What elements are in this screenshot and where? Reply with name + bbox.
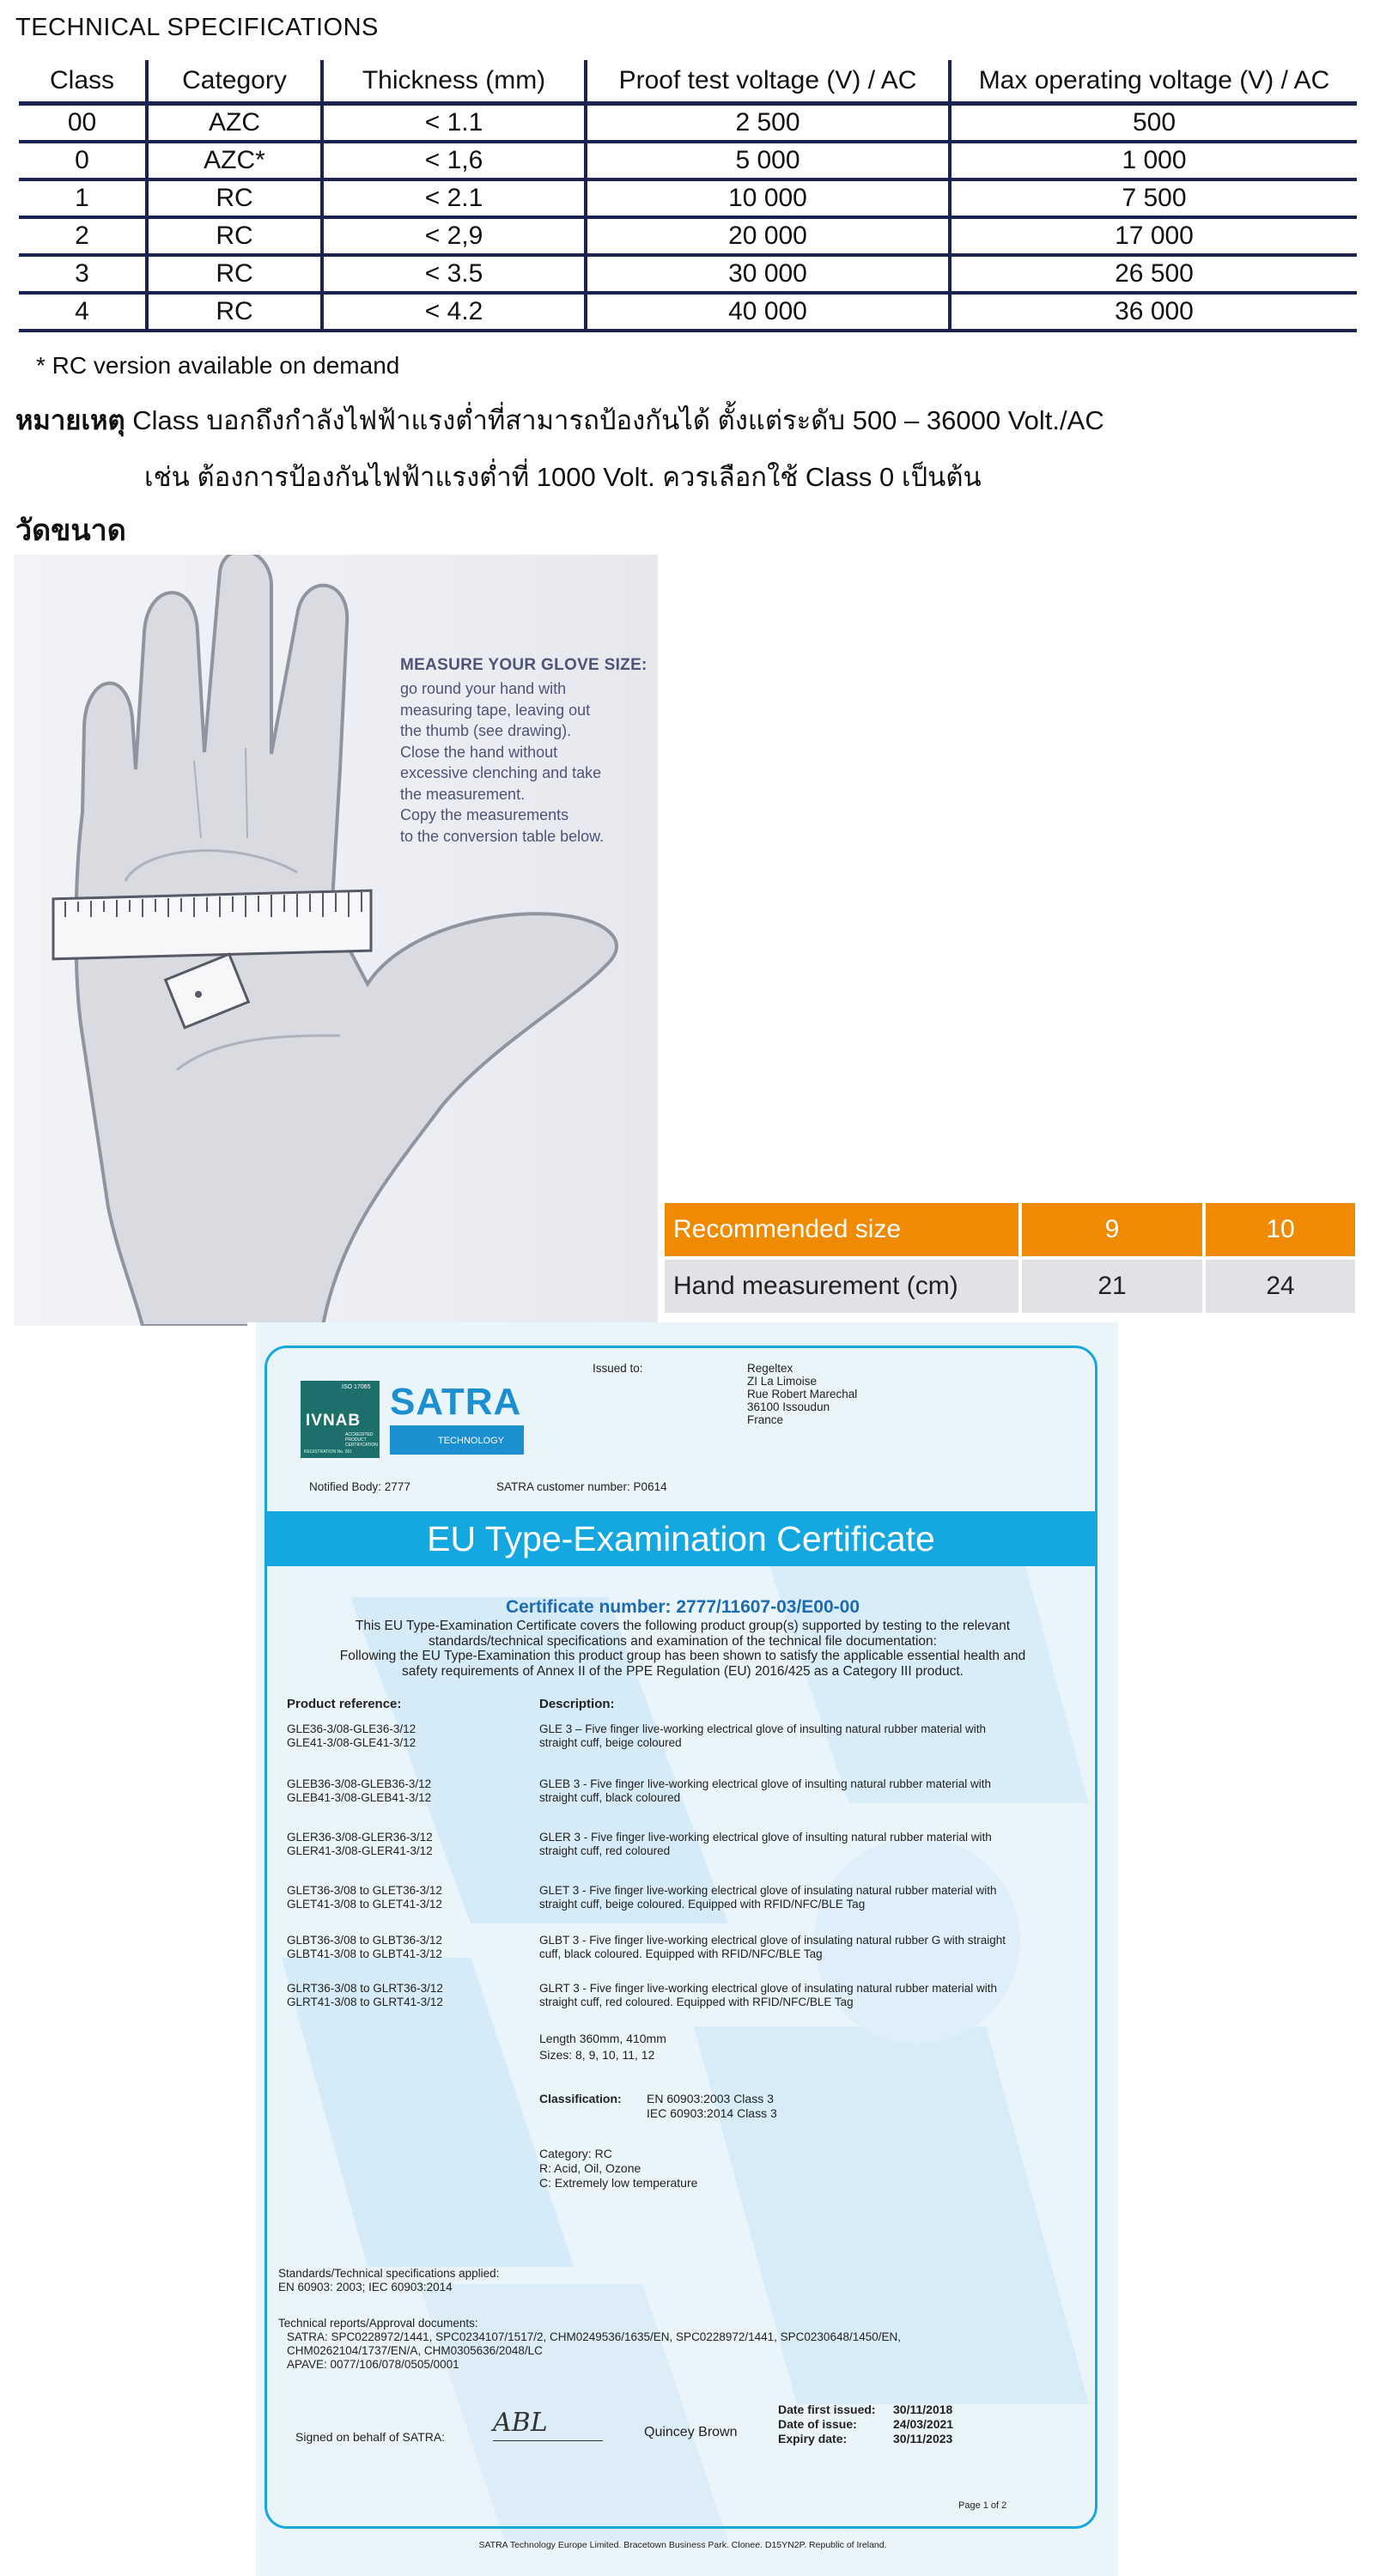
product-description-line: straight cuff, red coloured — [539, 1844, 671, 1857]
date-first-label: Date first issued: — [778, 2403, 876, 2416]
spec-cell: 30 000 — [586, 255, 950, 293]
product-reference-label: Product reference: — [287, 1697, 402, 1711]
note-text-1: Class บอกถึงกำลังไฟฟ้าแรงต่ำที่สามารถป้องกันได้ ตั้งแต่ระดับ 500 – 36000 Volt./AC — [132, 405, 1104, 435]
certificate-intro — [247, 1619, 1118, 1679]
spec-cell: 26 500 — [950, 255, 1357, 293]
spec-cell: 500 — [950, 104, 1357, 143]
recommended-size-label: Recommended size — [665, 1203, 1018, 1256]
report-line: SATRA: SPC0228972/1441, SPC0234107/1517/2, CHM0249536/1635/EN, SPC0228972/1441, SPC0230648/1450/EN, — [287, 2330, 902, 2343]
signer-name: Quincey Brown — [644, 2425, 738, 2439]
spec-row — [19, 255, 1357, 293]
product-ref-line: GLER36-3/08-GLER36-3/12 — [287, 1831, 433, 1844]
product-description-line: GLBT 3 - Five finger live-working electrical glove of insulating natural rubber G with straight — [539, 1934, 1006, 1947]
address-line: France — [747, 1413, 784, 1426]
page-number: Page 1 of 2 — [958, 2500, 1007, 2511]
standards-label: Standards/Technical specifications applied: — [278, 2267, 500, 2280]
measurement-cell: 21 — [1022, 1260, 1202, 1313]
category-line: R: Acid, Oil, Ozone — [539, 2161, 641, 2175]
product-description-line: GLER 3 - Five finger live-working electrical glove of insulting natural rubber material with — [539, 1831, 992, 1844]
report-line: APAVE: 0077/106/078/0505/0001 — [287, 2358, 459, 2371]
product-description-line: cuff, black coloured. Equipped with RFID/NFC/BLE Tag — [539, 1947, 823, 1960]
size-heading: วัดขนาด — [15, 514, 126, 547]
category-list — [539, 2147, 697, 2190]
intro-line: safety requirements of Annex II of the PPE Regulation (EU) 2016/425 as a Category III product. — [402, 1663, 964, 1679]
size-cell: 9 — [1022, 1203, 1202, 1256]
spec-cell: AZC — [147, 104, 322, 143]
standards: EN 60903: 2003; IEC 60903:2014 — [278, 2281, 453, 2293]
spec-cell: RC — [147, 179, 322, 217]
address-line: 36100 Issoudun — [747, 1400, 830, 1413]
spec-footnote: * RC version available on demand — [36, 352, 400, 379]
spec-cell: 36 000 — [950, 293, 1357, 331]
product-ref-line: GLBT36-3/08 to GLBT36-3/12 — [287, 1934, 442, 1947]
address-line: Rue Robert Marechal — [747, 1388, 858, 1400]
category-line: C: Extremely low temperature — [539, 2176, 698, 2190]
expiry-label: Expiry date: — [778, 2432, 848, 2445]
eu-certificate — [247, 1322, 1118, 2576]
product-description-line: GLE 3 – Five finger live-working electrical glove of insulting natural rubber material with — [539, 1722, 986, 1735]
product-description-line: straight cuff, beige coloured — [539, 1736, 682, 1749]
spec-cell: 2 — [19, 217, 147, 255]
satra-logo: SATRA — [390, 1381, 522, 1423]
product-description-line: straight cuff, red coloured. Equipped with RFID/NFC/BLE Tag — [539, 1996, 854, 2008]
recommended-size-row — [665, 1203, 1355, 1256]
spec-cell: < 2.1 — [322, 179, 586, 217]
spec-cell: < 2,9 — [322, 217, 586, 255]
measure-title: MEASURE YOUR GLOVE SIZE: — [400, 656, 647, 674]
product-description — [539, 1884, 1089, 1911]
ivnab-logo-text: IVNAB — [306, 1412, 362, 1430]
note-label: หมายเหตุ — [15, 405, 125, 435]
spec-cell: 5 000 — [586, 142, 950, 179]
signature: ABL — [493, 2408, 548, 2438]
product-ref-line: GLRT41-3/08 to GLRT41-3/12 — [287, 1996, 443, 2008]
product-ref-line: GLBT41-3/08 to GLBT41-3/12 — [287, 1947, 442, 1960]
spec-row — [19, 104, 1357, 143]
spec-row — [19, 217, 1357, 255]
spec-cell: 00 — [19, 104, 147, 143]
address-line: Regeltex — [747, 1362, 793, 1375]
spec-cell: 17 000 — [950, 217, 1357, 255]
product-description — [539, 1831, 1089, 1858]
spec-header-row — [19, 60, 1357, 104]
spec-cell: RC — [147, 255, 322, 293]
product-ref — [287, 1982, 443, 2009]
spec-col-proof-voltage: Proof test voltage (V) / AC — [586, 60, 950, 104]
spec-cell: 3 — [19, 255, 147, 293]
product-description-line: GLET 3 - Five finger live-working electrical glove of insulating natural rubber material with — [539, 1884, 997, 1897]
customer-number: SATRA customer number: P0614 — [496, 1480, 667, 1493]
spec-col-max-voltage: Max operating voltage (V) / AC — [950, 60, 1357, 104]
report-line: CHM0262104/1737/EN/A, CHM0305636/2048/LC — [287, 2344, 543, 2357]
spec-cell: < 3.5 — [322, 255, 586, 293]
product-ref — [287, 1777, 431, 1805]
intro-line: Following the EU Type-Examination this product group has been shown to satisfy the applicable essential health and — [339, 1649, 1026, 1663]
reports — [287, 2330, 901, 2372]
measurement-cell: 24 — [1206, 1260, 1355, 1313]
product-ref-line: GLET36-3/08 to GLET36-3/12 — [287, 1884, 442, 1897]
signed-label: Signed on behalf of SATRA: — [295, 2430, 446, 2444]
product-ref-line: GLET41-3/08 to GLET41-3/12 — [287, 1898, 442, 1911]
product-ref-line: GLRT36-3/08 to GLRT36-3/12 — [287, 1982, 443, 1995]
note-line-1 — [15, 398, 1104, 441]
certificate-footer: SATRA Technology Europe Limited. Bracetown Business Park. Clonee. D15YN2P. Republic of Ireland. — [478, 2540, 887, 2550]
spec-cell: RC — [147, 217, 322, 255]
date-issue: 24/03/2021 — [893, 2417, 954, 2431]
product-ref-line: GLEB41-3/08-GLEB41-3/12 — [287, 1791, 432, 1804]
spec-row — [19, 179, 1357, 217]
product-description-line: straight cuff, beige coloured. Equipped with RFID/NFC/BLE Tag — [539, 1898, 866, 1911]
size-conversion-table — [661, 1200, 1359, 1316]
product-description-line: GLRT 3 - Five finger live-working electrical glove of insulating natural rubber material with — [539, 1982, 997, 1995]
intro-line: standards/technical specifications and examination of the technical file documentation: — [429, 1633, 937, 1649]
spec-cell: 2 500 — [586, 104, 950, 143]
reports-label: Technical reports/Approval documents: — [278, 2317, 478, 2330]
glove-measure-illustration — [14, 555, 658, 1326]
spec-heading: TECHNICAL SPECIFICATIONS — [15, 14, 379, 41]
hand-measurement-row — [665, 1260, 1355, 1313]
spec-cell: < 1,6 — [322, 142, 586, 179]
product-ref — [287, 1884, 442, 1911]
product-description — [539, 1777, 1089, 1805]
spec-cell: 0 — [19, 142, 147, 179]
classification-1: EN 60903:2003 Class 3 — [647, 2092, 774, 2105]
product-ref — [287, 1722, 416, 1750]
ivnab-logo — [301, 1381, 380, 1458]
spec-col-thickness: Thickness (mm) — [322, 60, 586, 104]
spec-cell: AZC* — [147, 142, 322, 179]
length: Length 360mm, 410mm — [539, 2032, 666, 2045]
spec-cell: 1 000 — [950, 142, 1357, 179]
ivnab-logo-bottom: REGISTRATION No. 061 — [304, 1449, 353, 1455]
spec-col-category: Category — [147, 60, 322, 104]
spec-cell: 4 — [19, 293, 147, 331]
size-cell: 10 — [1206, 1203, 1355, 1256]
spec-cell: 1 — [19, 179, 147, 217]
issued-to-address — [747, 1362, 857, 1426]
address-line: ZI La Limoise — [747, 1375, 818, 1388]
spec-row — [19, 293, 1357, 331]
signature-line — [493, 2440, 603, 2441]
product-ref — [287, 1934, 442, 1961]
date-first: 30/11/2018 — [893, 2403, 953, 2416]
spec-cell: 10 000 — [586, 179, 950, 217]
spec-cell: RC — [147, 293, 322, 331]
expiry-date: 30/11/2023 — [893, 2432, 953, 2445]
note-line-2: เช่น ต้องการป้องกันไฟฟ้าแรงต่ำที่ 1000 Volt. ควรเลือกใช้ Class 0 เป็นต้น — [144, 462, 982, 492]
certificate-title: EU Type-Examination Certificate — [267, 1511, 1095, 1566]
product-ref-line: GLE41-3/08-GLE41-3/12 — [287, 1736, 416, 1749]
spec-row — [19, 142, 1357, 179]
product-ref-line: GLER41-3/08-GLER41-3/12 — [287, 1844, 433, 1857]
classification-label: Classification: — [539, 2092, 622, 2105]
notified-body: Notified Body: 2777 — [309, 1480, 410, 1493]
date-issue-label: Date of issue: — [778, 2417, 857, 2431]
issued-to-label: Issued to: — [593, 1362, 643, 1375]
spec-table — [19, 60, 1357, 332]
spec-cell: 40 000 — [586, 293, 950, 331]
product-description — [539, 1934, 1089, 1961]
product-ref-line: GLEB36-3/08-GLEB36-3/12 — [287, 1777, 432, 1790]
product-description-line: straight cuff, black coloured — [539, 1791, 681, 1804]
ivnab-logo-side: ACCREDITED PRODUCT CERTIFICATION — [345, 1432, 378, 1448]
classification-2: IEC 60903:2014 Class 3 — [647, 2106, 777, 2120]
product-description — [539, 1722, 1089, 1750]
spec-col-class: Class — [19, 60, 147, 104]
product-description — [539, 1982, 1089, 2009]
sizes: Sizes: 8, 9, 10, 11, 12 — [539, 2048, 655, 2062]
product-ref-line: GLE36-3/08-GLE36-3/12 — [287, 1722, 416, 1735]
description-label: Description: — [539, 1697, 615, 1711]
product-description-line: GLEB 3 - Five finger live-working electrical glove of insulting natural rubber material with — [539, 1777, 991, 1790]
spec-cell: 20 000 — [586, 217, 950, 255]
intro-line: This EU Type-Examination Certificate covers the following product group(s) supported by testing to the relevant — [355, 1619, 1011, 1633]
certificate-number: Certificate number: 2777/11607-03/E00-00 — [505, 1597, 860, 1617]
hand-measurement-label: Hand measurement (cm) — [665, 1260, 1018, 1313]
spec-cell: < 1.1 — [322, 104, 586, 143]
spec-cell: < 4.2 — [322, 293, 586, 331]
satra-logo-sub: TECHNOLOGY — [438, 1436, 505, 1446]
measure-instructions: go round your hand with measuring tape, leaving out the thumb (see drawing). Close the hand without excessive clenching and take the measurement. Copy the measurements to the conversion table below. — [400, 680, 605, 845]
ivnab-logo-top: ISO 17065 — [342, 1384, 371, 1390]
spec-cell: 7 500 — [950, 179, 1357, 217]
product-ref — [287, 1831, 433, 1858]
category-line: Category: RC — [539, 2147, 612, 2160]
